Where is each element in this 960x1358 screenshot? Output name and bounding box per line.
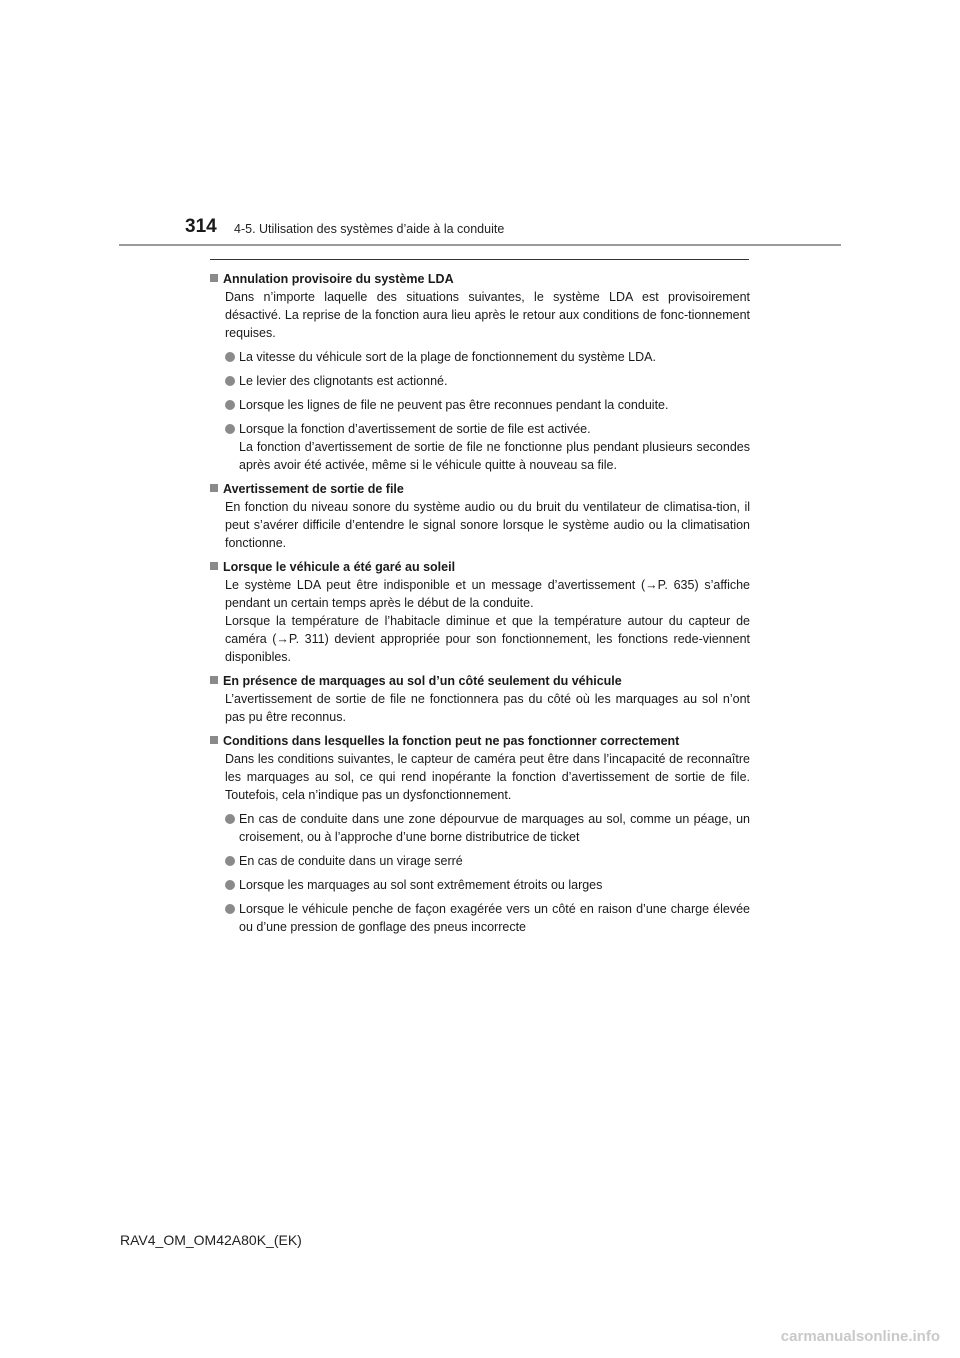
list-item-text: La vitesse du véhicule sort de la plage de fonctionnement du système LDA.: [239, 350, 656, 364]
paragraph: En fonction du niveau sonore du système audio ou du bruit du ventilateur de climatisa-tion, il peut s’avérer difficile d’entendre le signal sonore lorsque le système audio ou la climatisation fonctionne.: [225, 500, 750, 550]
list-item-text: Lorsque la fonction d’avertissement de sortie de file est activée.: [239, 422, 591, 436]
list-item: [210, 372, 750, 390]
list-item-text: Lorsque les lignes de file ne peuvent pas être reconnues pendant la conduite.: [239, 398, 669, 412]
round-bullet-icon: [225, 424, 235, 434]
square-bullet-icon: [210, 562, 218, 570]
list-item: [210, 348, 750, 366]
section: [210, 732, 750, 936]
document-code: RAV4_OM_OM42A80K_(EK): [120, 1232, 302, 1248]
square-bullet-icon: [210, 676, 218, 684]
content-divider: [210, 259, 749, 260]
list-item-detail: La fonction d’avertissement de sortie de file ne fonctionne plus pendant plusieurs secondes après avoir été activée, même si le véhicule quitte à nouveau sa file.: [239, 440, 750, 472]
list-item-text: Lorsque les marquages au sol sont extrêmement étroits ou larges: [239, 878, 603, 892]
section: [210, 558, 750, 666]
list-item: [210, 876, 750, 894]
round-bullet-icon: [225, 352, 235, 362]
paragraph: Dans n’importe laquelle des situations suivantes, le système LDA est provisoirement désactivé. La reprise de la fonction aura lieu après le retour aux conditions de fonc-tionnement requises.: [225, 290, 750, 340]
square-bullet-icon: [210, 274, 218, 282]
list-item-text: En cas de conduite dans un virage serré: [239, 854, 463, 868]
round-bullet-icon: [225, 814, 235, 824]
square-bullet-icon: [210, 736, 218, 744]
round-bullet-icon: [225, 880, 235, 890]
list-item: [210, 900, 750, 936]
section-heading: [210, 480, 750, 498]
section: [210, 270, 750, 474]
paragraph: Le système LDA peut être indisponible et un message d’avertissement (→P. 635) s’affiche pendant un certain temps après le début de la conduite.: [225, 578, 750, 610]
section-heading-text: Annulation provisoire du système LDA: [223, 272, 454, 286]
paragraph: Lorsque la température de l’habitacle diminue et que la température autour du capteur de caméra (→P. 311) devient appropriée pour son fonctionnement, les fonctions rede-viennent disponibles.: [225, 614, 750, 664]
list-item: [210, 396, 750, 414]
bullet-list: [210, 810, 750, 936]
list-item-text: Le levier des clignotants est actionné.: [239, 374, 448, 388]
list-item-text: Lorsque le véhicule penche de façon exagérée vers un côté en raison d’une charge élevée ou d’une pression de gonflage des pneus incorrecte: [239, 902, 750, 934]
paragraph: Dans les conditions suivantes, le capteur de caméra peut être dans l’incapacité de reconnaître les marquages au sol, ce qui rend inopérante la fonction d’avertissement de sortie de file. Toutefois, cela n’indique pas un dysfonctionnement.: [225, 752, 750, 802]
round-bullet-icon: [225, 400, 235, 410]
page-number: 314: [185, 216, 217, 237]
section-heading: [210, 270, 750, 288]
list-item: [210, 420, 750, 474]
section-heading-text: Avertissement de sortie de file: [223, 482, 404, 496]
round-bullet-icon: [225, 376, 235, 386]
list-item: [210, 852, 750, 870]
bullet-list: [210, 348, 750, 474]
section-heading-text: Lorsque le véhicule a été garé au soleil: [223, 560, 456, 574]
section-heading-text: Conditions dans lesquelles la fonction peut ne pas fonctionner correctement: [223, 734, 680, 748]
watermark: carmanualsonline.info: [780, 1328, 940, 1345]
section-heading-text: En présence de marquages au sol d’un côté seulement du véhicule: [223, 674, 622, 688]
header-divider: [119, 244, 841, 246]
section-heading: [210, 672, 750, 690]
chapter-title: 4-5. Utilisation des systèmes d’aide à la conduite: [234, 222, 505, 236]
section-heading: [210, 732, 750, 750]
paragraph: L’avertissement de sortie de file ne fonctionnera pas du côté où les marquages au sol n’ont pas pu être reconnus.: [225, 692, 750, 724]
section: [210, 672, 750, 726]
manual-content: [210, 270, 750, 942]
square-bullet-icon: [210, 484, 218, 492]
section: [210, 480, 750, 552]
round-bullet-icon: [225, 904, 235, 914]
round-bullet-icon: [225, 856, 235, 866]
list-item-text: En cas de conduite dans une zone dépourvue de marquages au sol, comme un péage, un croisement, ou à l’approche d’une borne distributrice de ticket: [239, 812, 750, 844]
list-item: [210, 810, 750, 846]
section-heading: [210, 558, 750, 576]
